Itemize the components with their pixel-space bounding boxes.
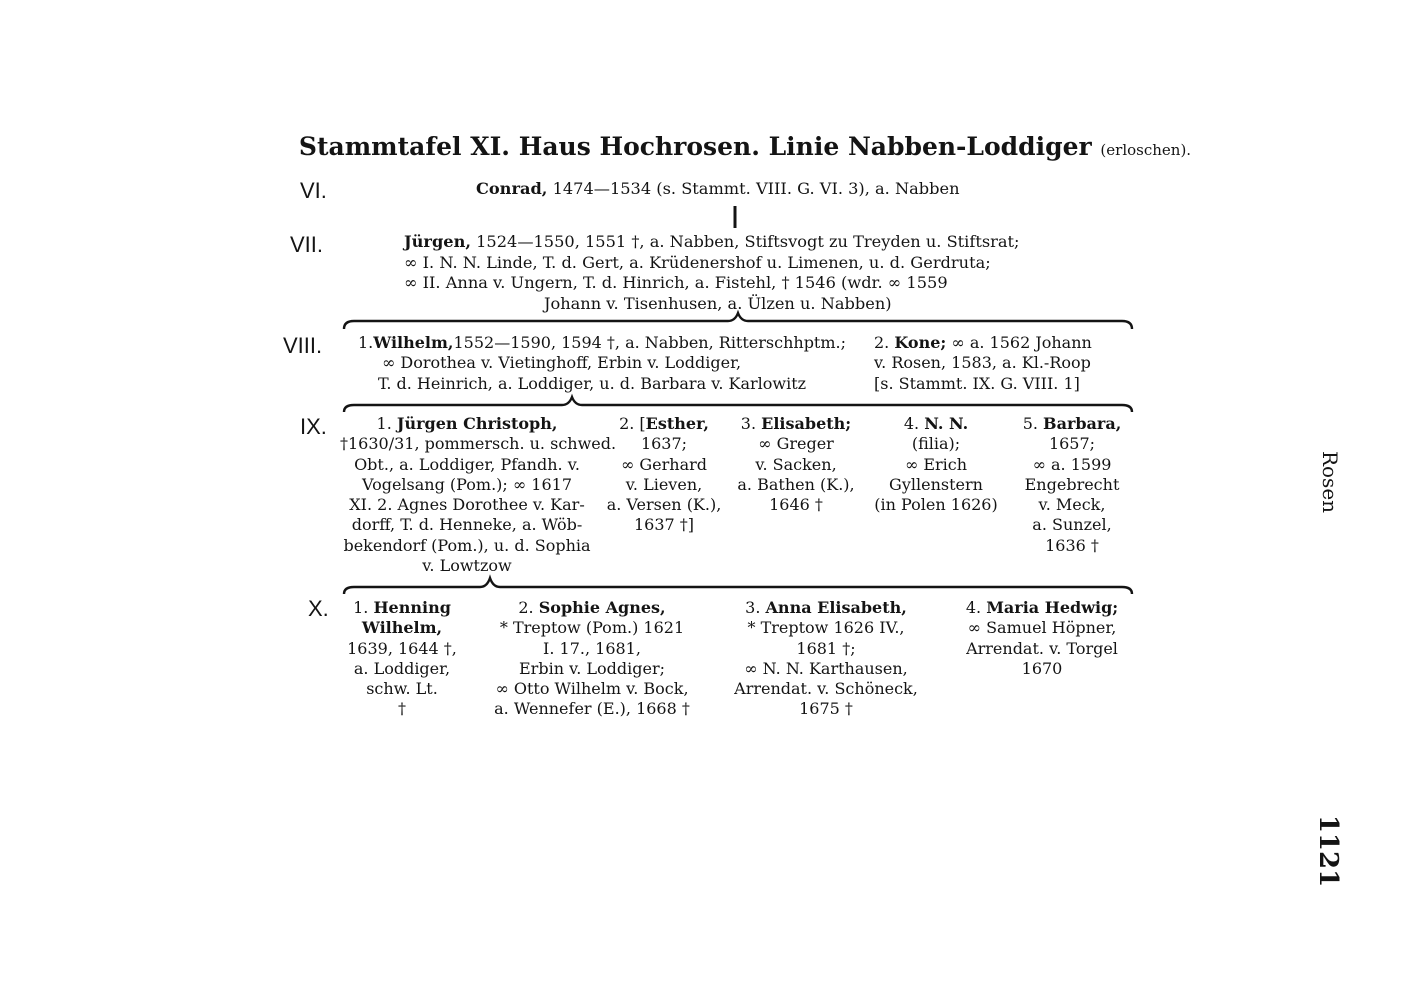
gen7-line-3: ∞ II. Anna v. Ungern, T. d. Hinrich, a. Fistehl, † 1546 (wdr. ∞ 1559 xyxy=(404,273,948,292)
gen9-entry-2: 2. [Esther, 1637; ∞ Gerhard v. Lieven, a. Versen (K.), 1637 †] xyxy=(606,414,722,535)
gen9-entry-1: 1. Jürgen Christoph, †1630/31, pommersch. u. schwed. Obt., a. Loddiger, Pfandh. v. Vogelsang (Pom.); ∞ 1617 XI. 2. Agnes Dorothee v. Kar- dorff, T. d. Henneke, a. Wöb- bekendorf (Pom.), u. d. Sophia v. Lowtzow xyxy=(340,414,617,576)
gen7-entry xyxy=(404,232,1020,314)
generation-label-10: X. xyxy=(308,596,329,621)
gen10-entry-2: 2. Sophie Agnes, * Treptow (Pom.) 1621 I. 17., 1681, Erbin v. Loddiger; ∞ Otto Wilhelm v. Bock, a. Wennefer (E.), 1668 † xyxy=(494,598,690,719)
gen10-entry-4: 4. Maria Hedwig; ∞ Samuel Höpner, Arrendat. v. Torgel 1670 xyxy=(965,598,1119,678)
gen7-line-1: Jürgen, 1524—1550, 1551 †, a. Nabben, Stiftsvogt zu Treyden u. Stiftsrat; xyxy=(404,232,1020,251)
gen9-name-2: Esther, xyxy=(645,414,709,433)
gen8-name-1: Wilhelm, xyxy=(373,333,454,352)
gen10-name-3: Anna Elisabeth, xyxy=(765,598,907,617)
gen10-entry-3: 3. Anna Elisabeth, * Treptow 1626 IV., 1681 †; ∞ N. N. Karthausen, Arrendat. v. Schöneck, 1675 † xyxy=(734,598,918,719)
gen6-entry xyxy=(476,179,960,200)
gen6-text: 1474—1534 (s. Stammt. VIII. G. VI. 3), a. Nabben xyxy=(547,179,960,198)
running-head-family: Rosen xyxy=(1317,450,1342,514)
gen7-name: Jürgen, xyxy=(404,232,471,251)
gen9-entry-3: 3. Elisabeth; ∞ Greger v. Sacken, a. Bathen (K.), 1646 † xyxy=(737,414,855,515)
gen6-name: Conrad, xyxy=(476,179,548,198)
page-number: 1121 xyxy=(1312,814,1343,888)
gen10-entry-1: 1. Henning Wilhelm, 1639, 1644 †, a. Loddiger, schw. Lt. † xyxy=(347,598,457,719)
gen8-name-2: Kone; xyxy=(894,333,947,352)
gen9-entry-5: 5. Barbara, 1657; ∞ a. 1599 Engebrecht v. Meck, a. Sunzel, 1636 † xyxy=(1022,414,1122,555)
brace-gen10 xyxy=(344,578,1132,594)
gen7-line-4: Johann v. Tisenhusen, a. Ülzen u. Nabben) xyxy=(544,293,892,313)
gen10-name-2: Sophie Agnes, xyxy=(538,598,666,617)
gen10-name-1: Henning xyxy=(373,598,451,617)
gen7-line-2: ∞ I. N. N. Linde, T. d. Gert, a. Krüdenershof u. Limenen, u. d. Gerdruta; xyxy=(404,252,991,272)
gen9-entry-4: 4. N. N. (filia); ∞ Erich Gyllenstern (in Polen 1626) xyxy=(874,414,998,515)
gen9-name-4: N. N. xyxy=(924,414,969,433)
gen9-name-1: Jürgen Christoph, xyxy=(396,414,558,433)
generation-label-7: VII. xyxy=(290,232,324,257)
generation-label-6: VI. xyxy=(300,178,327,203)
gen8-entry-2: 2. Kone; ∞ a. 1562 Johann v. Rosen, 1583, a. Kl.-Roop [s. Stammt. IX. G. VIII. 1] xyxy=(874,333,1092,393)
gen9-name-5: Barbara, xyxy=(1043,414,1122,433)
gen10-name-4: Maria Hedwig; xyxy=(986,598,1119,617)
brace-gen9 xyxy=(344,397,1132,412)
title-note: (erloschen). xyxy=(1100,141,1192,159)
brace-gen8 xyxy=(344,313,1132,329)
gen9-name-3: Elisabeth; xyxy=(761,414,852,433)
gen8-entry-1: 1.Wilhelm,1552—1590, 1594 †, a. Nabben, Ritterschhptm.; ∞ Dorothea v. Vietinghoff, Erbin v. Loddiger, T. d. Heinrich, a. Loddiger, u. d. Barbara v. Karlowitz xyxy=(358,333,847,393)
generation-label-8: VIII. xyxy=(283,333,323,358)
title-main: Stammtafel XI. Haus Hochrosen. Linie Nabben-Loddiger xyxy=(298,132,1092,161)
generation-label-9: IX. xyxy=(300,414,327,439)
